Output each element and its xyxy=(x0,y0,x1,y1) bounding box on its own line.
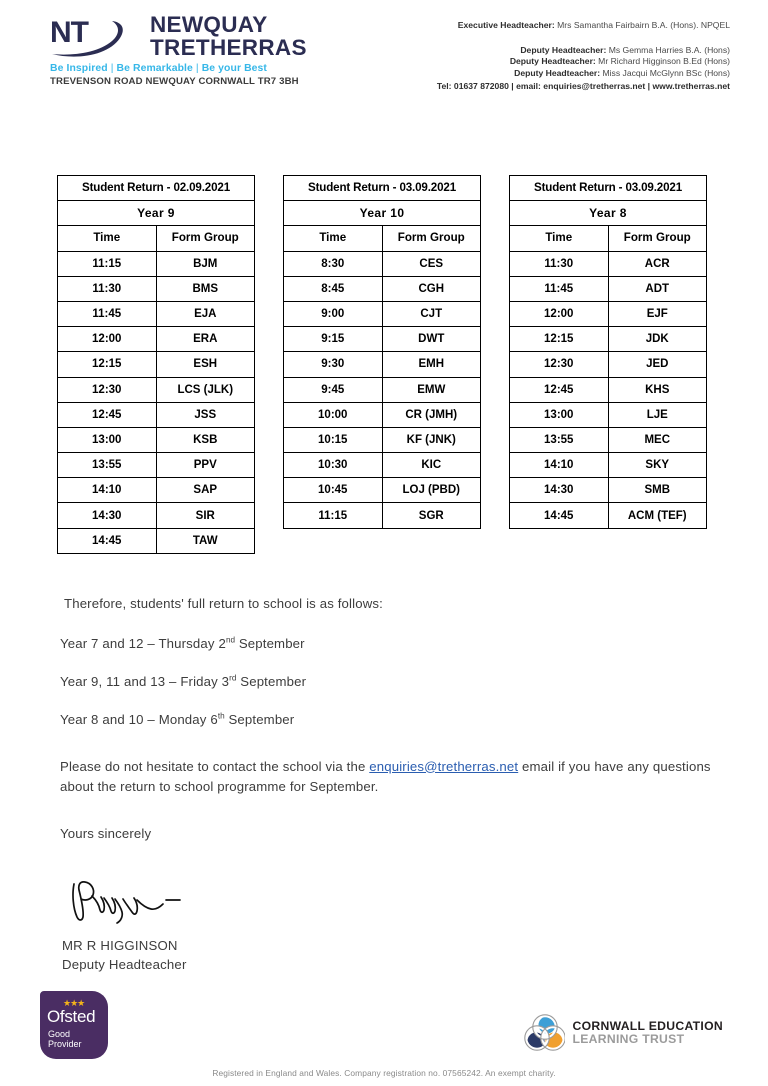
contact-deputy-headteacher-3 xyxy=(380,68,730,80)
schedule-line-year8-10 xyxy=(60,710,713,730)
cell-form-group: TAW xyxy=(156,528,255,553)
cell-time: 12:15 xyxy=(58,352,157,377)
cell-time: 11:30 xyxy=(510,251,609,276)
table-row xyxy=(58,478,255,503)
column-header-time: Time xyxy=(284,226,383,251)
contact-label: Deputy Headteacher: xyxy=(509,56,596,67)
student-return-table-year8 xyxy=(509,175,707,529)
cell-time: 12:30 xyxy=(510,352,609,377)
cell-time: 12:30 xyxy=(58,377,157,402)
contact-paragraph xyxy=(60,757,713,798)
table-row xyxy=(510,478,707,503)
contact-label: Executive Headteacher: xyxy=(457,20,555,30)
table-year-row xyxy=(58,201,255,226)
cell-time: 14:30 xyxy=(510,478,609,503)
cell-time: 10:00 xyxy=(284,402,383,427)
table-row xyxy=(510,301,707,326)
cell-time: 14:10 xyxy=(510,453,609,478)
cell-form-group: JSS xyxy=(156,402,255,427)
table-row xyxy=(58,427,255,452)
cell-time: 12:45 xyxy=(58,402,157,427)
table-year-row xyxy=(284,201,481,226)
registration-notice: Registered in England and Wales. Company registration no. 07565242. An exempt charity. xyxy=(212,1068,556,1078)
table-title-row xyxy=(284,176,481,201)
table-row xyxy=(58,377,255,402)
cornwall-education-learning-trust-logo xyxy=(523,1013,723,1053)
table-year-row xyxy=(510,201,707,226)
cell-form-group: ACR xyxy=(608,251,707,276)
contact-value: Mrs Samantha Fairbairn B.A. (Hons). NPQEL xyxy=(557,20,730,30)
tagline-part-3: Be your Best xyxy=(201,63,267,74)
table-row xyxy=(58,276,255,301)
table-body xyxy=(284,176,481,529)
table-row xyxy=(284,503,481,528)
table-year-label: Year 9 xyxy=(58,201,255,226)
cell-time: 8:45 xyxy=(284,276,383,301)
table-row xyxy=(510,402,707,427)
schedule-text: Year 9, 11 and 13 – Friday 3 xyxy=(60,674,230,690)
table-row xyxy=(510,453,707,478)
cell-form-group: ADT xyxy=(608,276,707,301)
contact-executive-headteacher xyxy=(380,20,730,32)
table-row xyxy=(510,503,707,528)
contact-deputy-headteacher-1 xyxy=(380,45,730,57)
ordinal-suffix: rd xyxy=(229,673,237,683)
table-row xyxy=(510,352,707,377)
table-title: Student Return - 02.09.2021 xyxy=(58,176,255,201)
cell-form-group: KIC xyxy=(382,453,481,478)
schedule-month: September xyxy=(224,712,295,728)
table-year-label: Year 10 xyxy=(284,201,481,226)
tagline-separator-1: | xyxy=(110,63,114,74)
contact-text-after: email if you have any questions about the return to school programme for September. xyxy=(60,758,711,795)
ordinal-suffix: th xyxy=(217,711,225,721)
cell-time: 8:30 xyxy=(284,251,383,276)
cell-form-group: BJM xyxy=(156,251,255,276)
school-brand xyxy=(50,12,340,87)
celt-wordmark xyxy=(572,1020,723,1046)
staff-contact-block xyxy=(380,12,730,93)
table-title: Student Return - 03.09.2021 xyxy=(510,176,707,201)
cell-time: 14:45 xyxy=(58,528,157,553)
cell-form-group: CGH xyxy=(382,276,481,301)
table-row xyxy=(58,453,255,478)
table-header-row xyxy=(58,226,255,251)
cell-form-group: SKY xyxy=(608,453,707,478)
cell-form-group: LOJ (PBD) xyxy=(382,478,481,503)
student-return-table-year10 xyxy=(283,175,481,529)
cell-form-group: KSB xyxy=(156,427,255,452)
cell-form-group: JDK xyxy=(608,327,707,352)
column-header-form-group: Form Group xyxy=(608,226,707,251)
contact-value: Ms Gemma Harries B.A. (Hons) xyxy=(608,44,730,55)
cell-form-group: SIR xyxy=(156,503,255,528)
column-header-time: Time xyxy=(510,226,609,251)
contact-label: Deputy Headteacher: xyxy=(520,44,607,55)
schedule-line-year7-12 xyxy=(60,634,713,653)
schedule-month: September xyxy=(236,674,307,690)
school-contact-line: Tel: 01637 872080 | email: enquiries@tretherras.net | www.tretherras.net xyxy=(436,81,730,92)
handwritten-signature xyxy=(68,874,198,926)
schedule-text: Year 7 and 12 – Thursday 2 xyxy=(60,635,226,651)
table-row xyxy=(58,251,255,276)
svg-text:NT: NT xyxy=(50,16,88,49)
cell-form-group: ERA xyxy=(156,327,255,352)
table-title-row xyxy=(58,176,255,201)
school-tagline xyxy=(50,63,340,74)
table-row xyxy=(284,453,481,478)
table-row xyxy=(510,427,707,452)
school-name-line1: NEWQUAY xyxy=(150,11,268,37)
cell-time: 11:45 xyxy=(58,301,157,326)
schedule-month: September xyxy=(235,635,305,651)
table-row xyxy=(58,402,255,427)
signoff-text: Yours sincerely xyxy=(60,825,152,841)
table-row xyxy=(284,251,481,276)
cell-time: 9:45 xyxy=(284,377,383,402)
table-row xyxy=(284,352,481,377)
table-body xyxy=(58,176,255,554)
contact-text-before: Please do not hesitate to contact the school via the xyxy=(60,758,370,774)
column-header-form-group: Form Group xyxy=(382,226,481,251)
cell-form-group: SMB xyxy=(608,478,707,503)
cell-form-group: DWT xyxy=(382,327,481,352)
table-row xyxy=(284,478,481,503)
cell-form-group: KF (JNK) xyxy=(382,427,481,452)
table-row xyxy=(284,427,481,452)
cell-time: 10:15 xyxy=(284,427,383,452)
table-row xyxy=(284,402,481,427)
cell-form-group: SAP xyxy=(156,478,255,503)
ofsted-rating-line1: Good xyxy=(48,1029,71,1039)
cell-time: 13:55 xyxy=(58,453,157,478)
contact-label: Deputy Headteacher: xyxy=(514,67,601,78)
table-header-row xyxy=(284,226,481,251)
cell-form-group: MEC xyxy=(608,427,707,452)
letter-body xyxy=(0,594,768,975)
cell-time: 12:45 xyxy=(510,377,609,402)
table-row xyxy=(284,377,481,402)
contact-deputy-headteacher-2 xyxy=(380,56,730,68)
cell-form-group: EMW xyxy=(382,377,481,402)
cell-form-group: CR (JMH) xyxy=(382,402,481,427)
cell-form-group: LJE xyxy=(608,402,707,427)
ofsted-wordmark: Ofsted xyxy=(47,1007,96,1026)
cell-time: 14:45 xyxy=(510,503,609,528)
cell-form-group: EJF xyxy=(608,301,707,326)
column-header-time: Time xyxy=(58,226,157,251)
table-title-row xyxy=(510,176,707,201)
celt-trefoil-icon xyxy=(523,1013,565,1053)
school-name-line2: TRETHERRAS xyxy=(150,35,307,60)
schedule-text: Year 8 and 10 – Monday 6 xyxy=(60,712,218,728)
table-row xyxy=(510,251,707,276)
table-row xyxy=(58,503,255,528)
cell-form-group: CES xyxy=(382,251,481,276)
table-title: Student Return - 03.09.2021 xyxy=(284,176,481,201)
column-header-form-group: Form Group xyxy=(156,226,255,251)
cell-time: 11:30 xyxy=(58,276,157,301)
tagline-part-2: Be Remarkable xyxy=(116,63,193,74)
cell-form-group: JED xyxy=(608,352,707,377)
cell-time: 13:00 xyxy=(58,427,157,452)
celt-line1: CORNWALL EDUCATION xyxy=(572,1019,723,1034)
cell-time: 11:45 xyxy=(510,276,609,301)
ofsted-good-provider-logo xyxy=(40,991,108,1059)
cell-time: 10:45 xyxy=(284,478,383,503)
tagline-separator-2: | xyxy=(195,63,199,74)
cell-form-group: SGR xyxy=(382,503,481,528)
cell-time: 9:15 xyxy=(284,327,383,352)
intro-paragraph: Therefore, students' full return to school is as follows: xyxy=(64,595,383,611)
cell-form-group: EJA xyxy=(156,301,255,326)
table-row xyxy=(510,327,707,352)
enquiries-email-link[interactable]: enquiries@tretherras.net xyxy=(369,758,519,774)
cell-time: 12:00 xyxy=(58,327,157,352)
cell-time: 12:15 xyxy=(510,327,609,352)
cell-time: 13:55 xyxy=(510,427,609,452)
ofsted-rating xyxy=(48,1029,82,1050)
school-address: TREVENSON ROAD NEWQUAY CORNWALL TR7 3BH xyxy=(50,76,299,87)
table-year-label: Year 8 xyxy=(510,201,707,226)
cell-form-group: ESH xyxy=(156,352,255,377)
contact-value: Miss Jacqui McGlynn BSc (Hons) xyxy=(602,67,730,78)
cell-form-group: EMH xyxy=(382,352,481,377)
table-header-row xyxy=(510,226,707,251)
table-body xyxy=(510,176,707,529)
ofsted-rating-line2: Provider xyxy=(48,1039,82,1050)
signer-name: MR R HIGGINSON xyxy=(62,937,178,953)
cell-time: 11:15 xyxy=(58,251,157,276)
ordinal-suffix: nd xyxy=(225,635,236,645)
cell-form-group: BMS xyxy=(156,276,255,301)
cell-form-group: LCS (JLK) xyxy=(156,377,255,402)
table-row xyxy=(284,301,481,326)
table-row xyxy=(510,377,707,402)
student-return-table-year9 xyxy=(57,175,255,554)
nt-logo-icon xyxy=(50,12,142,60)
ofsted-stars-icon: ★★★ xyxy=(63,998,85,1008)
signer-title: Deputy Headteacher xyxy=(62,956,187,972)
cell-form-group: PPV xyxy=(156,453,255,478)
cell-form-group: CJT xyxy=(382,301,481,326)
student-return-tables xyxy=(0,105,768,554)
cell-time: 9:30 xyxy=(284,352,383,377)
cell-time: 14:30 xyxy=(58,503,157,528)
cell-time: 9:00 xyxy=(284,301,383,326)
celt-line2: LEARNING TRUST xyxy=(572,1032,685,1046)
table-row xyxy=(58,327,255,352)
cell-form-group: ACM (TEF) xyxy=(608,503,707,528)
cell-time: 10:30 xyxy=(284,453,383,478)
table-row xyxy=(58,528,255,553)
cell-time: 12:00 xyxy=(510,301,609,326)
cell-time: 11:15 xyxy=(284,503,383,528)
table-row xyxy=(284,276,481,301)
cell-time: 14:10 xyxy=(58,478,157,503)
contact-value: Mr Richard Higginson B.Ed (Hons) xyxy=(598,56,730,67)
table-row xyxy=(58,352,255,377)
table-row xyxy=(284,327,481,352)
tagline-part-1: Be Inspired xyxy=(50,63,108,74)
letterhead xyxy=(0,0,768,105)
table-row xyxy=(58,301,255,326)
schedule-line-year9-11-13 xyxy=(60,672,713,691)
table-row xyxy=(510,276,707,301)
page-footer xyxy=(0,966,768,1086)
cell-time: 13:00 xyxy=(510,402,609,427)
cell-form-group: KHS xyxy=(608,377,707,402)
